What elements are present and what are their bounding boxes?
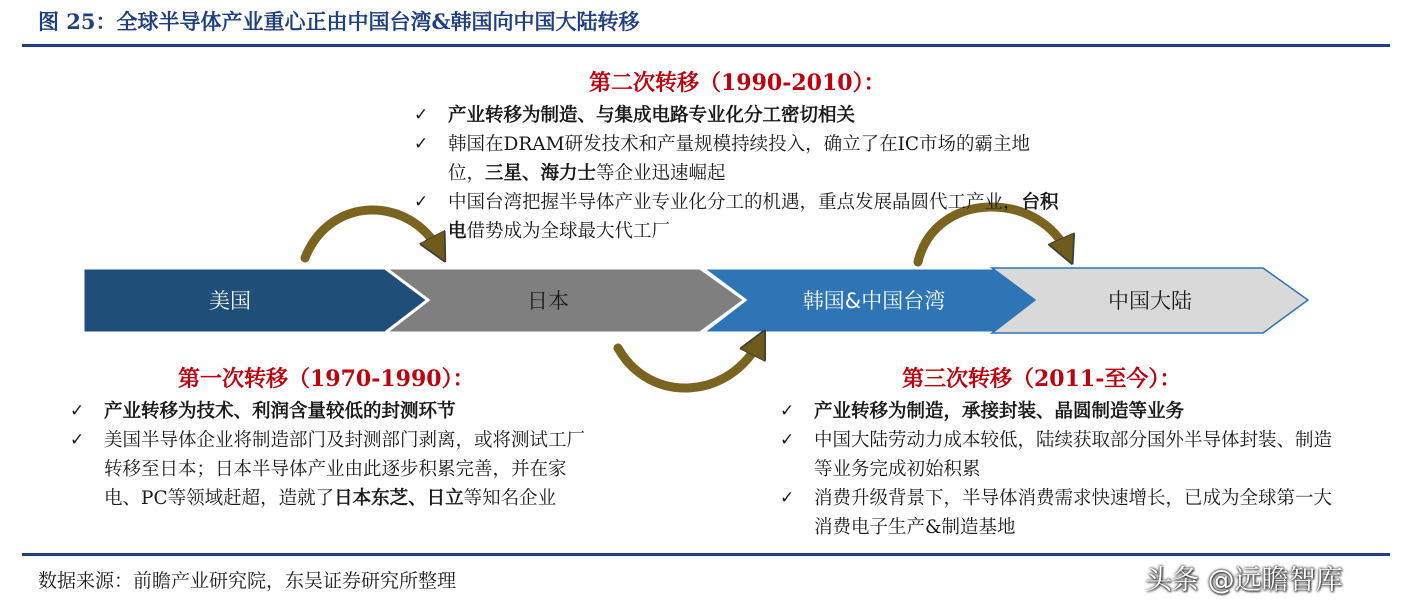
bullet-text-segment: 消费升级背景下，半导体消费需求快速增长，已成为全球第一大消费电子生产&制造基地	[814, 488, 1333, 538]
bullet-item	[780, 484, 1340, 542]
stage-mainland-label: 中国大陆	[1108, 289, 1192, 313]
bullet-item	[70, 397, 585, 426]
bottom-rule	[22, 553, 1390, 556]
stage-us-label: 美国	[209, 289, 251, 313]
check-icon: ✓	[780, 488, 795, 508]
third-transfer-title: 第三次转移（2011-至今）：	[902, 366, 1182, 392]
transfer-arrow-japan-to-korea	[618, 340, 760, 388]
stage-korea-taiwan-label: 韩国&中国台湾	[802, 289, 946, 313]
bullet-text-segment: 产业转移为技术、利润含量较低的封测环节	[104, 401, 456, 422]
stage-us-chevron	[83, 268, 438, 333]
third-transfer-list	[780, 397, 1340, 542]
third-transfer-block	[780, 362, 1340, 542]
bullet-text-segment: 美国半导体企业将制造部门及封测部门剥离，或将测试工厂转移至日本；日本半导体产业由此逐步积累完善，并在家电、PC等领域赶超，造就了	[104, 430, 586, 509]
bullet-text-segment: 借势成为全球最大代工厂	[466, 221, 671, 242]
check-icon: ✓	[70, 401, 85, 421]
bullet-item	[780, 426, 1340, 484]
bullet-item	[414, 101, 1064, 130]
first-transfer-list	[70, 397, 585, 513]
bullet-item	[414, 188, 1064, 246]
figure-title: 图 25：全球半导体产业重心正由中国台湾&韩国向中国大陆转移	[38, 9, 640, 34]
bullet-text-segment: 三星、海力士	[485, 163, 597, 184]
bullet-text-segment: 韩国在DRAM研发技术和产量规模持续投入，确立了在IC市场的霸主地位，	[448, 134, 1031, 184]
bullet-text-segment: 产业转移为制造，承接封装、晶圆制造等业务	[814, 401, 1185, 422]
bullet-text-segment: 产业转移为制造、与集成电路专业化分工密切相关	[448, 105, 856, 126]
bullet-text-segment: 台积电	[448, 192, 1059, 242]
bullet-item	[70, 426, 585, 513]
check-icon: ✓	[780, 430, 795, 450]
check-icon: ✓	[70, 430, 85, 450]
watermark: 头条 @远瞻智库	[1145, 565, 1343, 596]
check-icon: ✓	[414, 105, 429, 125]
second-transfer-block	[414, 66, 1064, 246]
second-transfer-list	[414, 101, 1064, 246]
bullet-text-segment: 日本东芝、日立	[334, 488, 464, 509]
check-icon: ✓	[414, 134, 429, 154]
bullet-text-segment: 等知名企业	[463, 488, 557, 509]
first-transfer-title: 第一次转移（1970-1990）：	[178, 366, 475, 392]
bullet-text-segment: 中国大陆劳动力成本较低，陆续获取部分国外半导体封装、制造等业务完成初始积累	[814, 430, 1333, 480]
bullet-item	[414, 130, 1064, 188]
bullet-item	[780, 397, 1340, 426]
second-transfer-title: 第二次转移（1990-2010）：	[589, 70, 886, 96]
bullet-text-segment: 中国台湾把握半导体产业专业化分工的机遇，重点发展晶圆代工产业，	[448, 192, 1022, 213]
first-transfer-block	[70, 362, 585, 513]
bullet-text-segment: 等企业迅速崛起	[596, 163, 726, 184]
source-note: 数据来源：前瞻产业研究院，东吴证券研究所整理	[38, 570, 457, 592]
stage-japan-label: 日本	[527, 289, 569, 313]
check-icon: ✓	[414, 192, 429, 212]
check-icon: ✓	[780, 401, 795, 421]
